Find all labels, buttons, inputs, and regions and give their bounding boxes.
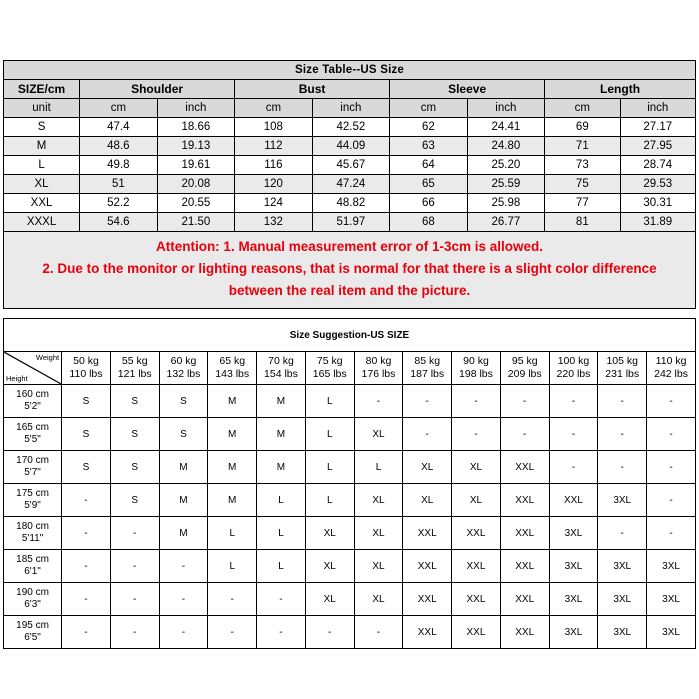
unit-shoulder-inch: inch [157, 99, 235, 118]
unit-sleeve-cm: cm [390, 99, 468, 118]
weight-lbs: 121 lbs [117, 368, 152, 380]
suggestion-cell: XL [452, 484, 501, 517]
suggestion-cell: - [647, 484, 696, 517]
cell-sleeve-inch: 24.41 [467, 118, 545, 137]
size-table-unit-row [4, 99, 696, 118]
suggestion-cell: XXL [452, 517, 501, 550]
suggestion-cell: - [159, 583, 208, 616]
weight-lbs: 209 lbs [507, 368, 542, 380]
cell-sleeve-cm: 68 [390, 213, 468, 232]
cell-length-cm: 69 [545, 118, 620, 137]
cell-bust-cm: 132 [235, 213, 313, 232]
height-cm: 160 cm [16, 389, 49, 400]
weight-kg: 65 kg [219, 355, 246, 367]
suggestion-cell: XXL [452, 583, 501, 616]
suggestion-cell: - [62, 583, 111, 616]
suggestion-cell: L [257, 550, 306, 583]
cell-shoulder-cm: 52.2 [80, 194, 158, 213]
suggestion-cell: S [62, 418, 111, 451]
suggestion-cell: XL [452, 451, 501, 484]
suggestion-cell: L [208, 517, 257, 550]
suggestion-cell: - [549, 418, 598, 451]
col-header-weight [549, 352, 598, 385]
row-header-height [4, 550, 62, 583]
cell-bust-inch: 47.24 [312, 175, 390, 194]
axis-height-label: Height [6, 374, 28, 383]
cell-bust-cm: 112 [235, 137, 313, 156]
suggestion-cell: - [354, 616, 403, 649]
table-row [4, 583, 696, 616]
suggestion-cell: S [110, 484, 159, 517]
suggestion-cell: S [110, 385, 159, 418]
col-header-weight [452, 352, 501, 385]
cell-sleeve-cm: 65 [390, 175, 468, 194]
attention-line-3: between the real item and the picture. [228, 283, 471, 298]
cell-bust-cm: 116 [235, 156, 313, 175]
col-header-weight [257, 352, 306, 385]
suggestion-cell: M [208, 418, 257, 451]
height-ft: 6'3" [24, 599, 41, 610]
suggestion-cell: XL [354, 583, 403, 616]
suggestion-cell: S [110, 418, 159, 451]
cell-size: M [4, 137, 80, 156]
suggestion-cell: XL [305, 550, 354, 583]
cell-sleeve-cm: 66 [390, 194, 468, 213]
col-header-weight [110, 352, 159, 385]
height-ft: 5'5" [24, 434, 41, 445]
height-cm: 180 cm [16, 521, 49, 532]
weight-lbs: 187 lbs [410, 368, 445, 380]
suggestion-cell: XXL [549, 484, 598, 517]
suggestion-cell: - [159, 550, 208, 583]
weight-lbs: 165 lbs [312, 368, 347, 380]
suggestion-cell: - [257, 616, 306, 649]
suggestion-cell: XL [403, 484, 452, 517]
table-row [4, 194, 696, 213]
suggestion-cell: XXL [500, 484, 549, 517]
suggestion-cell: - [500, 385, 549, 418]
cell-sleeve-cm: 64 [390, 156, 468, 175]
weight-kg: 70 kg [268, 355, 294, 367]
suggestion-cell: - [354, 385, 403, 418]
cell-shoulder-inch: 21.50 [157, 213, 235, 232]
suggestion-cell: L [257, 517, 306, 550]
suggestion-cell: - [500, 418, 549, 451]
suggestion-cell: - [159, 616, 208, 649]
col-header-weight [159, 352, 208, 385]
suggestion-cell: - [549, 385, 598, 418]
table-row [4, 451, 696, 484]
suggestion-cell: XXL [500, 550, 549, 583]
height-cm: 170 cm [16, 455, 49, 466]
suggestion-cell: - [305, 616, 354, 649]
table-row [4, 156, 696, 175]
attention-line-2: 2. Due to the monitor or lighting reasons, that is normal for that there is a slight color difference [42, 261, 657, 276]
cell-bust-cm: 120 [235, 175, 313, 194]
cell-length-inch: 29.53 [620, 175, 695, 194]
height-cm: 185 cm [16, 554, 49, 565]
suggestion-cell: - [598, 451, 647, 484]
cell-bust-inch: 48.82 [312, 194, 390, 213]
suggestion-cell: L [305, 385, 354, 418]
cell-sleeve-inch: 26.77 [467, 213, 545, 232]
suggestion-cell: 3XL [647, 583, 696, 616]
suggestion-cell: XXL [403, 550, 452, 583]
cell-size: XXXL [4, 213, 80, 232]
suggestion-cell: XXL [403, 583, 452, 616]
cell-bust-inch: 42.52 [312, 118, 390, 137]
table-row [4, 137, 696, 156]
unit-length-cm: cm [545, 99, 620, 118]
cell-length-inch: 31.89 [620, 213, 695, 232]
height-ft: 5'11" [21, 533, 44, 544]
suggestion-cell: 3XL [598, 550, 647, 583]
suggestion-cell: - [647, 451, 696, 484]
suggestion-cell: XL [354, 418, 403, 451]
suggestion-cell: XL [305, 517, 354, 550]
header-length: Length [545, 80, 696, 99]
suggestion-cell: - [62, 616, 111, 649]
cell-bust-inch: 44.09 [312, 137, 390, 156]
weight-kg: 55 kg [121, 355, 148, 367]
suggestion-cell: XXL [403, 517, 452, 550]
suggestion-cell: - [208, 583, 257, 616]
suggestion-cell: M [159, 484, 208, 517]
header-size-cm: SIZE/cm [4, 80, 80, 99]
weight-kg: 85 kg [414, 355, 441, 367]
suggestion-cell: XXL [403, 616, 452, 649]
suggestion-cell: - [62, 550, 111, 583]
size-table-title: Size Table--US Size [4, 61, 696, 80]
suggestion-cell: S [110, 451, 159, 484]
table-row [4, 418, 696, 451]
size-table [3, 60, 696, 232]
height-ft: 5'9" [24, 500, 41, 511]
suggestion-cell: - [62, 517, 111, 550]
col-header-weight [305, 352, 354, 385]
cell-shoulder-inch: 19.61 [157, 156, 235, 175]
suggestion-cell: L [305, 418, 354, 451]
suggestion-cell: XL [403, 451, 452, 484]
unit-label: unit [4, 99, 80, 118]
cell-bust-cm: 124 [235, 194, 313, 213]
weight-kg: 95 kg [511, 355, 538, 367]
row-header-height [4, 616, 62, 649]
weight-kg: 90 kg [463, 355, 489, 367]
cell-shoulder-cm: 47.4 [80, 118, 158, 137]
height-ft: 5'7" [24, 467, 41, 478]
weight-lbs: 176 lbs [361, 368, 396, 380]
cell-sleeve-inch: 24.80 [467, 137, 545, 156]
size-table-group-header [4, 80, 696, 99]
suggestion-title-row [4, 319, 696, 352]
suggestion-cell: - [403, 418, 452, 451]
suggestion-cell: - [549, 451, 598, 484]
height-cm: 195 cm [16, 620, 49, 631]
suggestion-cell: M [208, 385, 257, 418]
height-ft: 6'1" [24, 566, 41, 577]
suggestion-cell: 3XL [598, 616, 647, 649]
height-cm: 175 cm [16, 488, 49, 499]
suggestion-cell: 3XL [647, 616, 696, 649]
suggestion-cell: XXL [500, 451, 549, 484]
suggestion-cell: - [110, 550, 159, 583]
cell-length-cm: 75 [545, 175, 620, 194]
suggestion-cell: M [257, 451, 306, 484]
unit-bust-inch: inch [312, 99, 390, 118]
cell-sleeve-inch: 25.98 [467, 194, 545, 213]
suggestion-cell: - [647, 385, 696, 418]
suggestion-cell: M [208, 484, 257, 517]
suggestion-cell: - [598, 517, 647, 550]
header-shoulder: Shoulder [80, 80, 235, 99]
suggestion-title: Size Suggestion-US SIZE [4, 319, 696, 352]
col-header-weight [354, 352, 403, 385]
col-header-weight [500, 352, 549, 385]
cell-shoulder-cm: 48.6 [80, 137, 158, 156]
suggestion-cell: XXL [500, 517, 549, 550]
col-header-weight [208, 352, 257, 385]
unit-bust-cm: cm [235, 99, 313, 118]
attention-line-1: Attention: 1. Manual measurement error of 1-3cm is allowed. [155, 239, 544, 254]
table-row [4, 385, 696, 418]
suggestion-cell: - [110, 616, 159, 649]
cell-sleeve-cm: 63 [390, 137, 468, 156]
row-header-height [4, 418, 62, 451]
unit-length-inch: inch [620, 99, 695, 118]
height-cm: 165 cm [16, 422, 49, 433]
col-header-weight [598, 352, 647, 385]
cell-length-inch: 28.74 [620, 156, 695, 175]
suggestion-cell: M [257, 385, 306, 418]
suggestion-cell: XXL [452, 550, 501, 583]
weight-lbs: 154 lbs [264, 368, 298, 380]
weight-lbs: 198 lbs [459, 368, 493, 380]
size-suggestion-table [3, 318, 696, 649]
suggestion-cell: L [354, 451, 403, 484]
size-table-title-row [4, 61, 696, 80]
weight-kg: 80 kg [365, 355, 392, 367]
cell-shoulder-cm: 54.6 [80, 213, 158, 232]
cell-size: XL [4, 175, 80, 194]
suggestion-cell: - [598, 385, 647, 418]
height-ft: 6'5" [24, 632, 41, 643]
attention-note [3, 232, 696, 309]
cell-length-inch: 30.31 [620, 194, 695, 213]
table-row [4, 550, 696, 583]
cell-length-cm: 81 [545, 213, 620, 232]
table-row [4, 213, 696, 232]
suggestion-cell: - [403, 385, 452, 418]
suggestion-cell: - [257, 583, 306, 616]
suggestion-cell: - [452, 418, 501, 451]
suggestion-cell: XXL [500, 583, 549, 616]
weight-lbs: 132 lbs [166, 368, 201, 380]
suggestion-cell: - [647, 418, 696, 451]
cell-length-inch: 27.95 [620, 137, 695, 156]
suggestion-cell: L [305, 484, 354, 517]
suggestion-cell: 3XL [549, 550, 598, 583]
suggestion-cell: S [62, 451, 111, 484]
suggestion-cell: 3XL [598, 583, 647, 616]
suggestion-cell: - [452, 385, 501, 418]
col-header-weight [403, 352, 452, 385]
suggestion-cell: - [110, 583, 159, 616]
row-header-height [4, 583, 62, 616]
suggestion-cell: - [598, 418, 647, 451]
suggestion-cell: M [257, 418, 306, 451]
cell-shoulder-inch: 19.13 [157, 137, 235, 156]
cell-shoulder-cm: 49.8 [80, 156, 158, 175]
table-row [4, 517, 696, 550]
weight-kg: 75 kg [316, 355, 343, 367]
suggestion-cell: - [62, 484, 111, 517]
suggestion-cell: 3XL [647, 550, 696, 583]
suggestion-cell: 3XL [549, 517, 598, 550]
weight-lbs: 110 lbs [69, 368, 103, 380]
cell-sleeve-cm: 62 [390, 118, 468, 137]
suggestion-cell: XL [305, 583, 354, 616]
suggestion-cell: - [647, 517, 696, 550]
weight-kg: 50 kg [73, 355, 99, 367]
suggestion-cell: S [159, 418, 208, 451]
suggestion-cell: S [62, 385, 111, 418]
cell-length-cm: 77 [545, 194, 620, 213]
weight-lbs: 143 lbs [215, 368, 250, 380]
cell-size: XXL [4, 194, 80, 213]
suggestion-cell: L [305, 451, 354, 484]
weight-kg: 105 kg [606, 355, 638, 367]
row-header-height [4, 484, 62, 517]
suggestion-cell: M [159, 517, 208, 550]
suggestion-cell: 3XL [549, 616, 598, 649]
suggestion-cell: - [110, 517, 159, 550]
suggestion-cell: XXL [452, 616, 501, 649]
cell-size: L [4, 156, 80, 175]
suggestion-cell: 3XL [598, 484, 647, 517]
suggestion-cell: M [208, 451, 257, 484]
suggestion-cell: M [159, 451, 208, 484]
cell-sleeve-inch: 25.59 [467, 175, 545, 194]
cell-shoulder-cm: 51 [80, 175, 158, 194]
suggestion-cell: L [208, 550, 257, 583]
size-table-block [3, 60, 696, 309]
cell-shoulder-inch: 20.08 [157, 175, 235, 194]
table-row [4, 118, 696, 137]
cell-sleeve-inch: 25.20 [467, 156, 545, 175]
axis-weight-label: Weight [35, 353, 60, 362]
suggestion-cell: L [257, 484, 306, 517]
suggestion-cell: XL [354, 517, 403, 550]
col-header-weight [647, 352, 696, 385]
suggestion-cell: XL [354, 550, 403, 583]
cell-length-cm: 73 [545, 156, 620, 175]
suggestion-cell: - [208, 616, 257, 649]
weight-lbs: 231 lbs [605, 368, 640, 380]
suggestion-cell: S [159, 385, 208, 418]
cell-shoulder-inch: 20.55 [157, 194, 235, 213]
height-cm: 190 cm [16, 587, 49, 598]
row-header-height [4, 517, 62, 550]
unit-shoulder-cm: cm [80, 99, 158, 118]
suggestion-cell: XL [354, 484, 403, 517]
cell-size: S [4, 118, 80, 137]
height-ft: 5'2" [24, 401, 41, 412]
unit-sleeve-inch: inch [467, 99, 545, 118]
cell-bust-cm: 108 [235, 118, 313, 137]
weight-kg: 100 kg [557, 355, 590, 367]
cell-length-inch: 27.17 [620, 118, 695, 137]
cell-bust-inch: 45.67 [312, 156, 390, 175]
table-row [4, 484, 696, 517]
suggestion-cell: XXL [500, 616, 549, 649]
table-row [4, 175, 696, 194]
suggestion-cell: 3XL [549, 583, 598, 616]
axis-corner-cell [4, 352, 62, 385]
cell-bust-inch: 51.97 [312, 213, 390, 232]
weight-lbs: 220 lbs [556, 368, 591, 380]
weight-lbs: 242 lbs [654, 368, 688, 380]
cell-length-cm: 71 [545, 137, 620, 156]
weight-kg: 110 kg [655, 355, 687, 367]
cell-shoulder-inch: 18.66 [157, 118, 235, 137]
weight-kg: 60 kg [170, 355, 197, 367]
col-header-weight [62, 352, 111, 385]
header-sleeve: Sleeve [390, 80, 545, 99]
table-row [4, 616, 696, 649]
row-header-height [4, 385, 62, 418]
row-header-height [4, 451, 62, 484]
suggestion-header-row [4, 352, 696, 385]
header-bust: Bust [235, 80, 390, 99]
size-suggestion-block [3, 318, 696, 649]
